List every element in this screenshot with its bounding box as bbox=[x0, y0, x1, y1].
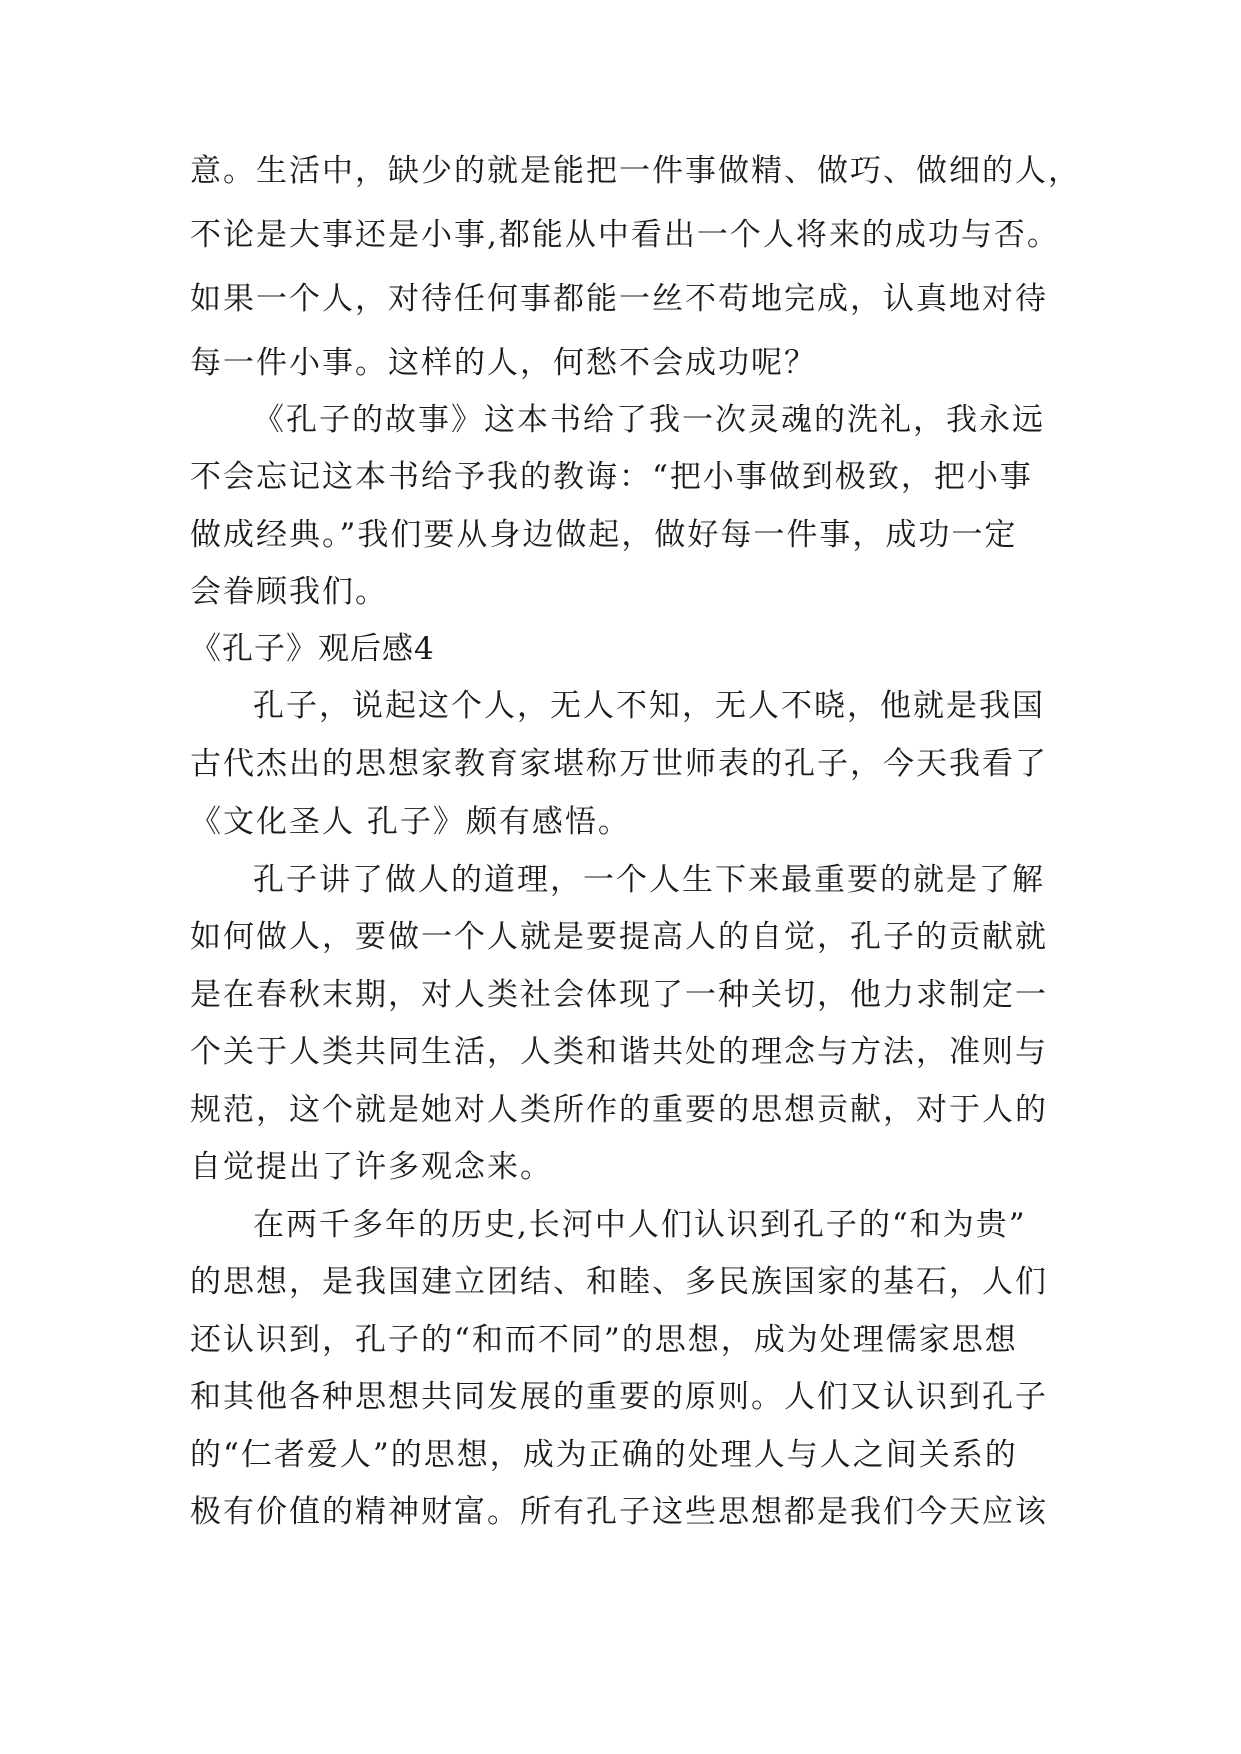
text-line: 的思想，是我国建立团结、和睦、多民族国家的基石，人们 bbox=[190, 1264, 1048, 1300]
text-line: 个关于人类共同生活，人类和谐共处的理念与方法，准则与 bbox=[190, 1034, 1048, 1070]
text-line: 是在春秋末期，对人类社会体现了一种关切，他力求制定一 bbox=[190, 977, 1048, 1013]
paragraph-first-line: 孔子讲了做人的道理，一个人生下来最重要的就是了解 bbox=[253, 862, 1045, 898]
text-line: 不会忘记这本书给予我的教诲：“把小事做到极致，把小事 bbox=[190, 459, 1033, 495]
text-line: 古代杰出的思想家教育家堪称万世师表的孔子，今天我看了 bbox=[190, 746, 1048, 782]
paragraph-first-line: 《孔子的故事》这本书给了我一次灵魂的洗礼，我永远 bbox=[253, 402, 1045, 438]
text-line: 做成经典。”我们要从身边做起，做好每一件事，成功一定 bbox=[190, 517, 1018, 553]
section-heading: 《孔子》观后感4 bbox=[190, 631, 435, 667]
text-line: 会眷顾我们。 bbox=[190, 574, 388, 610]
text-line: 如果一个人，对待任何事都能一丝不苟地完成，认真地对待 bbox=[190, 281, 1048, 317]
text-line: 规范，这个就是她对人类所作的重要的思想贡献，对于人的 bbox=[190, 1092, 1048, 1128]
text-line: 意。生活中，缺少的就是能把一件事做精、做巧、做细的人， bbox=[190, 153, 1081, 189]
text-line: 如何做人，要做一个人就是要提高人的自觉，孔子的贡献就 bbox=[190, 919, 1048, 955]
text-line: 极有价值的精神财富。所有孔子这些思想都是我们今天应该 bbox=[190, 1494, 1048, 1530]
paragraph-first-line: 孔子，说起这个人，无人不知，无人不晓，他就是我国 bbox=[253, 688, 1045, 724]
text-line: 还认识到，孔子的“和而不同”的思想，成为处理儒家思想 bbox=[190, 1322, 1018, 1358]
text-line: 不论是大事还是小事,都能从中看出一个人将来的成功与否。 bbox=[190, 217, 1060, 253]
text-line: 自觉提出了许多观念来。 bbox=[190, 1149, 553, 1185]
text-line: 的“仁者爱人”的思想，成为正确的处理人与人之间关系的 bbox=[190, 1437, 1018, 1473]
paragraph-first-line: 在两千多年的历史,长河中人们认识到孔子的“和为贵” bbox=[253, 1207, 1027, 1243]
text-line: 《文化圣人 孔子》颇有感悟。 bbox=[190, 804, 631, 840]
text-line: 和其他各种思想共同发展的重要的原则。人们又认识到孔子 bbox=[190, 1379, 1048, 1415]
text-line: 每一件小事。这样的人，何愁不会成功呢？ bbox=[190, 345, 817, 381]
